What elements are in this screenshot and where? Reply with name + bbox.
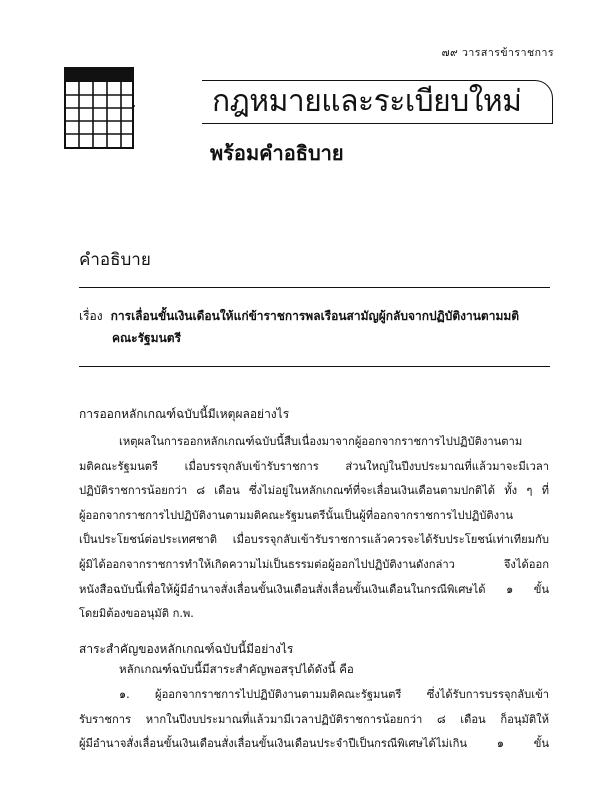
summary-intro: หลักเกณฑ์ฉบับนี้มีสาระสำคัญพอสรุปได้ดังนี้ คือ — [119, 662, 354, 676]
reason-paragraph — [79, 430, 549, 627]
divider-top — [79, 287, 550, 288]
section-heading: คำอธิบาย — [79, 250, 151, 270]
item-1-line: ๑. ผู้ออกจากราชการไปปฏิบัติงานตามมติคณะรัฐมนตรี ซึ่งได้รับการบรรจุกลับเข้า — [119, 688, 549, 701]
question-1: การออกหลักเกณฑ์ฉบับนี้มีเหตุผลอย่างไร — [79, 407, 290, 421]
banner-title-box — [202, 80, 553, 124]
ledger-grid-logo — [63, 66, 135, 150]
reason-line: หนังสือฉบับนี้เพื่อให้ผู้มีอำนาจสั่งเลื่อนขั้นเงินเดือนสั่งเลื่อนขั้นเงินเดือนในกรณีพิเศษได้ ๑ ขั้น — [79, 582, 549, 596]
reason-line: โดยมิต้องขออนุมัติ ก.พ. — [79, 607, 194, 621]
item-1-paragraph — [79, 683, 549, 757]
reason-line: เป็นประโยชน์ต่อประเทศชาติ เมื่อบรรจุกลับเข้ารับราชการแล้วควรจะได้รับประโยชน์เท่าเทียมกับ — [79, 533, 549, 547]
subject-text-2: คณะรัฐมนตรี — [112, 331, 182, 345]
question-2: สาระสำคัญของหลักเกณฑ์ฉบับนี้มีอย่างไร — [79, 642, 294, 656]
banner-title: กฎหมายและระเบียบใหม่ — [212, 84, 522, 119]
reason-line: ปฏิบัติราชการน้อยกว่า ๘ เดือน ซึ่งไม่อยู่ในหลักเกณฑ์ที่จะเลื่อนเงินเดือนตามปกติได้ ทั้ง ๆ ที่ — [79, 484, 549, 498]
reason-line: ผู้ออกจากราชการไปปฏิบัติงานตามมติคณะรัฐมนตรีนั้นเป็นผู้ที่ออกจากราชการไปปฏิบัติงาน — [79, 508, 514, 522]
item-1-line: รับราชการ หากในปีงบประมาณที่แล้วมามีเวลาปฏิบัติราชการน้อยกว่า ๘ เดือน ก็อนุมัติให้ — [79, 712, 549, 726]
subject-text-1: การเลื่อนขั้นเงินเดือนให้แก่ข้าราชการพลเรือนสามัญผู้กลับจากปฏิบัติงานตามมติ — [110, 309, 520, 323]
reason-line: เหตุผลในการออกหลักเกณฑ์ฉบับนี้สืบเนื่องมาจากผู้ออกจากราชการไปปฏิบัติงานตาม — [119, 435, 523, 448]
item-1-line: ผู้มีอำนาจสั่งเลื่อนขั้นเงินเดือนสั่งเลื่อนขั้นเงินเดือนประจำปีเป็นกรณีพิเศษได้ไม่เกิน ๑ ขั้น — [79, 737, 549, 751]
reason-line: มติคณะรัฐมนตรี เมื่อบรรจุกลับเข้ารับราชการ ส่วนใหญ่ในปีงบประมาณที่แล้วมาจะมีเวลา — [79, 459, 549, 473]
subject-block — [79, 305, 549, 349]
divider-bottom — [79, 366, 550, 367]
page-header: ๗๙ วารสารข้าราชการ — [441, 47, 554, 59]
subject-label: เรื่อง — [79, 309, 103, 323]
reason-line: ผู้มิได้ออกจากราชการทำให้เกิดความไม่เป็นธรรมต่อผู้ออกไปปฏิบัติงานดังกล่าว จึงได้ออก — [79, 557, 549, 571]
banner-subtitle: พร้อมคำอธิบาย — [210, 141, 344, 165]
subject-line-1 — [79, 305, 549, 327]
